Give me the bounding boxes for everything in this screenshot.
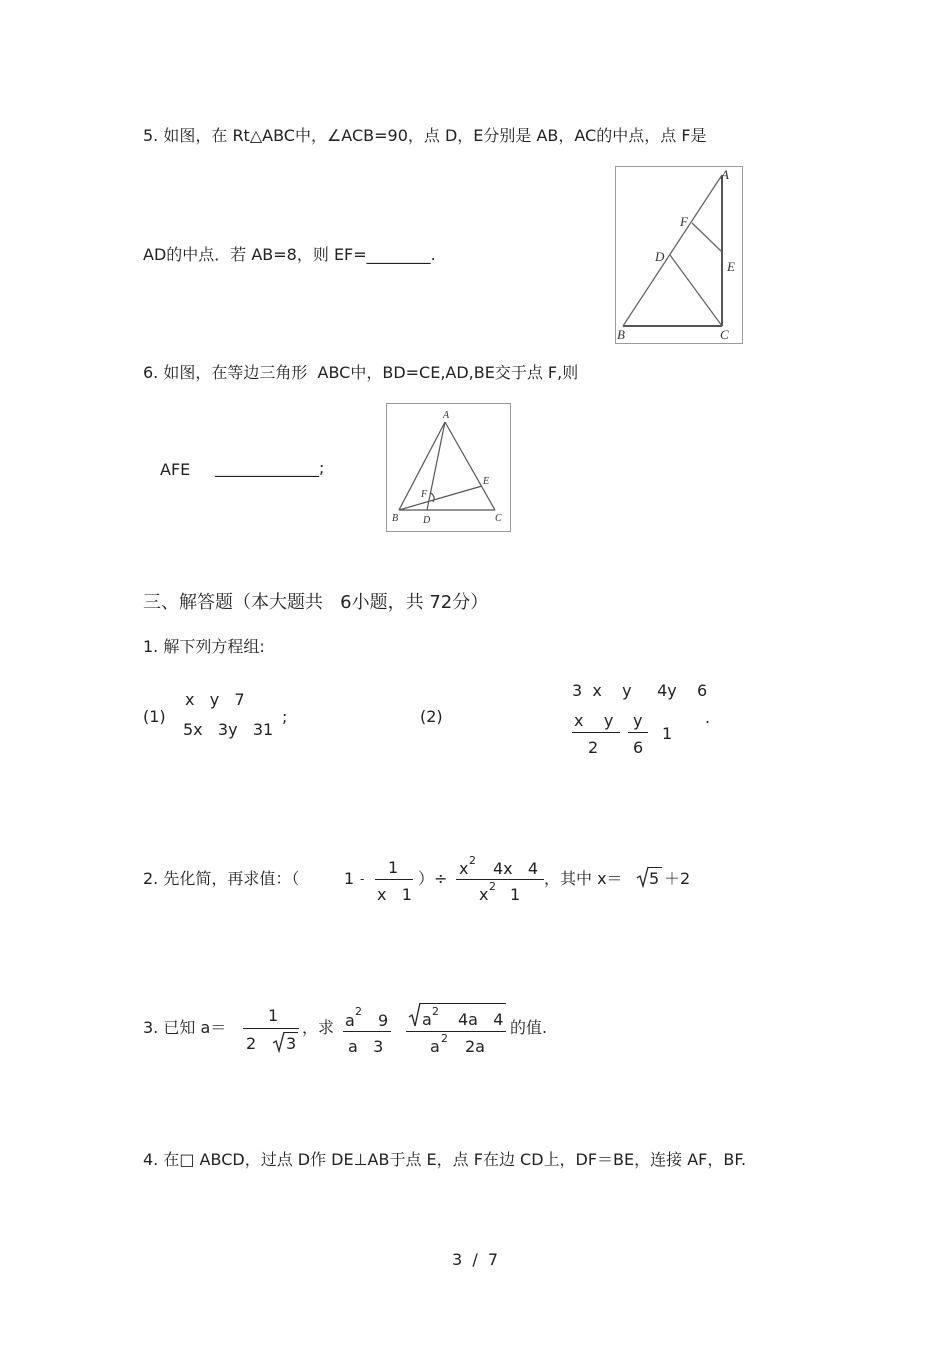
segment-ab (623, 175, 722, 326)
q5-line2: AD的中点．若 AB=8，则 EF=________. (143, 245, 436, 264)
p2-frac1-num: 1 (388, 858, 399, 877)
label-c: C (720, 327, 729, 342)
label-b: B (617, 327, 625, 342)
segment-be (399, 486, 482, 510)
p3-frac3-rad-rest: 4a 4 (458, 1010, 504, 1029)
p1-sub2-label: (2) (420, 707, 443, 726)
p1-sub2-eq1: 3 x y 4y 6 (572, 681, 708, 700)
p1-sub1-label: (1) (143, 707, 166, 726)
p3-sqrt-bar-1 (284, 1032, 298, 1033)
figure-right-triangle (615, 166, 743, 344)
q6-answer-blank: _____________; (215, 458, 325, 477)
p2-frac2-num-exp: 2 (469, 854, 476, 867)
right-triangle-diagram (616, 167, 742, 343)
q6-angle-afe: AFE (160, 460, 191, 479)
p3-frac1-radicand: 3 (286, 1034, 297, 1053)
p2-frac2-den-rest: 1 (510, 885, 521, 904)
p1-sub2-frac2-bar (628, 732, 648, 733)
p3-sqrt-sign-1 (272, 1031, 286, 1053)
p3-frac3-den-a: a (430, 1037, 440, 1056)
label-f: F (421, 489, 428, 500)
p1-sub2-period: . (705, 708, 711, 727)
p2-one: 1 (344, 869, 355, 888)
p3-frac2-den: a 3 (348, 1037, 384, 1056)
label-f: F (680, 214, 688, 229)
page-number: 3 / 7 (452, 1250, 499, 1269)
p1-sub1-eq2: 5x 3y 31 (183, 720, 274, 739)
segment-ad (427, 422, 445, 510)
q6-line1: 6. 如图，在等边三角形 ABC中，BD=CE,AD,BE交于点 F,则 (143, 363, 579, 382)
label-b: B (392, 513, 399, 524)
p2-frac2-num-x: x (459, 859, 469, 878)
p3-frac2-num-a: a (345, 1011, 355, 1030)
figure-equilateral-triangle (386, 403, 511, 532)
segment-ac (445, 422, 495, 510)
p2-plus-two: ＋2 (664, 869, 691, 888)
p2-close-divide: ）÷ (418, 869, 448, 888)
segment-fe (692, 223, 722, 252)
p2-suffix: ，其中 x＝ (544, 869, 623, 888)
label-d: D (423, 515, 431, 526)
p1-title: 1. 解下列方程组: (143, 637, 265, 656)
label-a: A (443, 410, 450, 421)
p3-frac3-den-rest: 2a (465, 1037, 485, 1056)
p1-sub2-frac1-bar (572, 732, 620, 733)
p2-frac2-den-exp: 2 (489, 880, 496, 893)
p1-sub1-semicolon: ; (282, 707, 288, 726)
p3-frac3-den-exp: 2 (441, 1032, 448, 1045)
section-3-title: 三、解答题（本大题共 6小题，共 72分） (143, 592, 489, 613)
p3-frac2-bar (343, 1031, 391, 1032)
p3-frac2-num-rest: 9 (378, 1011, 389, 1030)
q5-line1: 5. 如图，在 Rt△ABC中，∠ACB=90，点 D，E分别是 AB，AC的中点，点 F是 (143, 126, 707, 145)
p3-mid: ，求 (302, 1018, 335, 1037)
p2-sqrt-bar (648, 867, 662, 868)
p2-frac2-num-rest: 4x 4 (493, 859, 539, 878)
label-e: E (483, 476, 490, 487)
p3-sqrt-bar-2 (420, 1003, 506, 1004)
p3-frac3-rad-a: a (422, 1010, 432, 1029)
p1-sub1-eq1: x y 7 (185, 690, 245, 709)
label-d: D (655, 249, 665, 264)
p3-frac1-num: 1 (268, 1006, 279, 1025)
p3-frac1-den-2: 2 (246, 1034, 257, 1053)
p2-sqrt-sign (636, 866, 650, 888)
equilateral-triangle-diagram (387, 404, 510, 531)
p1-sub2-num1: x y (574, 711, 614, 730)
p1-sub2-den1: 2 (588, 738, 599, 757)
label-a: A (721, 167, 729, 182)
p2-radicand: 5 (649, 869, 660, 888)
p2-frac1-bar (375, 879, 413, 880)
p1-sub2-den2: 6 (633, 738, 644, 757)
p2-frac2-den-x: x (479, 885, 489, 904)
p2-frac1-den: x 1 (377, 885, 412, 904)
p4-text: 4. 在□ ABCD，过点 D作 DE⊥AB于点 E，点 F在边 CD上，DF＝BE，连接 AF，BF. (143, 1150, 747, 1169)
p1-sub2-num2: y (633, 711, 643, 730)
p3-sqrt-sign-2 (408, 1002, 422, 1028)
p1-sub2-rhs: 1 (662, 724, 673, 743)
p3-suffix: 的值. (510, 1018, 548, 1037)
p3-frac3-rad-exp: 2 (432, 1005, 439, 1018)
p3-frac2-num-exp: 2 (355, 1005, 362, 1018)
p2-minus: - (360, 872, 365, 886)
segment-dc (670, 255, 722, 326)
label-e: E (727, 259, 735, 274)
p2-prefix: 2. 先化简，再求值：（ (143, 869, 300, 888)
p3-frac3-bar (406, 1031, 506, 1032)
p2-frac2-bar (456, 879, 544, 880)
p3-frac1-bar (243, 1028, 299, 1029)
p3-prefix: 3. 已知 a＝ (143, 1018, 227, 1037)
label-c: C (495, 513, 502, 524)
